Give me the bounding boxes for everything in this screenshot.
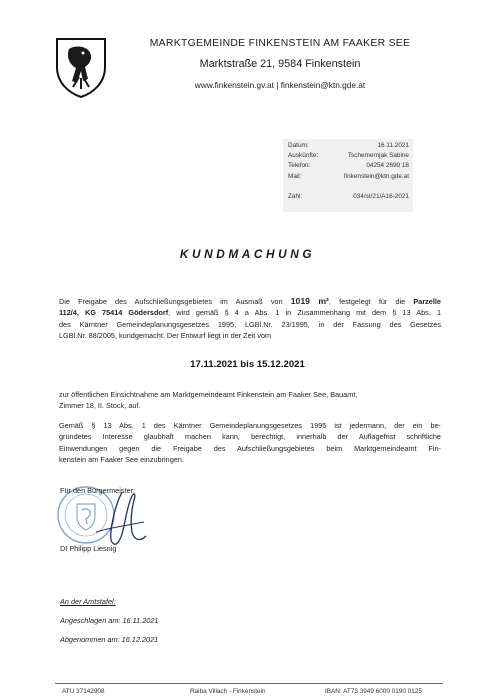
info-value: 16.11.2021 xyxy=(377,142,409,149)
signature-label: Für den Bürgermeister: xyxy=(60,486,136,495)
info-row-auskuenfte xyxy=(288,152,409,161)
text-line: kenstein am Faaker See einzubringen. xyxy=(59,454,184,464)
text-line: Einwendungen gegen die Freigabe des Aufschließungsgebietes beim Marktgemeindeamt Fin- xyxy=(59,443,441,453)
objection-paragraph xyxy=(59,420,441,465)
parcel-value: 112/4, KG 75414 Gödersdorf xyxy=(59,308,169,318)
info-row-telefon xyxy=(288,162,409,171)
text-line: LGBl.Nr. 88/2005, kundgemacht. Der Entwurf liegt in der Zeit vom xyxy=(59,330,272,340)
info-row-datum xyxy=(288,142,409,151)
notice-board-title: An der Amtstafel: xyxy=(60,597,116,606)
info-row-zahl xyxy=(288,193,409,202)
text-line: zur öffentlichen Einsichtnahme am Marktgemeindeamt Finkenstein am Faaker See, Bauamt, xyxy=(59,390,358,399)
info-label: Auskünfte: xyxy=(288,152,319,159)
area-value: 1019 m² xyxy=(290,296,329,306)
footer-divider xyxy=(55,683,443,684)
info-value: Tschemernjak Sabine xyxy=(347,152,409,159)
text-span: , wird gemäß § 4 a Abs. 1 in Zusammenhang mit dem § 13 Abs. 1 xyxy=(168,308,442,318)
info-value: finkenstein@ktn.gde.at xyxy=(343,173,409,180)
info-value: 034/st/21/A16-2021 xyxy=(353,193,409,200)
municipality-contact: www.finkenstein.gv.at | finkenstein@ktn.gde.at xyxy=(194,80,366,90)
municipality-name: MARKTGEMEINDE FINKENSTEIN AM FAAKER SEE xyxy=(149,38,411,49)
municipal-crest-icon xyxy=(55,37,107,99)
info-label: Telefon: xyxy=(288,162,311,169)
footer-iban: IBAN: AT73 3949 6000 0190 0125 xyxy=(325,688,422,695)
reference-info-box xyxy=(283,139,413,212)
handwritten-signature xyxy=(88,486,168,552)
document-title: KUNDMACHUNG xyxy=(179,247,316,261)
notice-board-block xyxy=(60,597,158,644)
inspection-paragraph xyxy=(59,389,441,412)
footer-bank: Raiba Villach - Finkenstein xyxy=(190,688,266,695)
removed-date: Abgenommen am: 16.12.2021 xyxy=(60,635,159,644)
text-line: Zimmer 18, II. Stock, auf. xyxy=(59,401,141,411)
text-line xyxy=(59,296,441,307)
text-line: Gemäß § 13 Abs. 1 des Kärntner Gemeindeplanungsgesetzes 1995 ist jedermann, der ein be- xyxy=(59,421,441,430)
text-span: Die Freigabe des Aufschließungsgebietes im Ausmaß von xyxy=(59,297,291,306)
announcement-paragraph xyxy=(59,296,441,341)
footer-vat-id: ATU 37142908 xyxy=(62,688,105,695)
display-period: 17.11.2021 bis 15.12.2021 xyxy=(190,359,305,370)
posted-date: Angeschlagen am: 16.11.2021 xyxy=(60,616,159,625)
info-value: 04254 2690 18 xyxy=(366,162,409,169)
text-span: , festgelegt für die xyxy=(328,297,414,306)
text-line: des Kärntner Gemeindeplanungsgesetzes 1995, LGBl.Nr. 23/1995, in der Fassung des Gesetzes xyxy=(59,319,441,329)
text-line xyxy=(59,307,441,318)
info-label: Mail: xyxy=(288,173,302,180)
info-label: Zahl: xyxy=(288,193,303,200)
text-line: gründetes Interesse glaubhaft machen kann, berechtigt, innerhalb der Auflagefrist schriftliche xyxy=(59,432,441,442)
parcel-label: Parzelle xyxy=(413,297,441,306)
info-label: Datum: xyxy=(288,142,309,149)
signatory-name: DI Philipp Liesnig xyxy=(60,544,117,553)
letterhead xyxy=(130,38,430,90)
municipality-address: Marktstraße 21, 9584 Finkenstein xyxy=(199,58,361,70)
info-row-mail xyxy=(288,173,409,182)
